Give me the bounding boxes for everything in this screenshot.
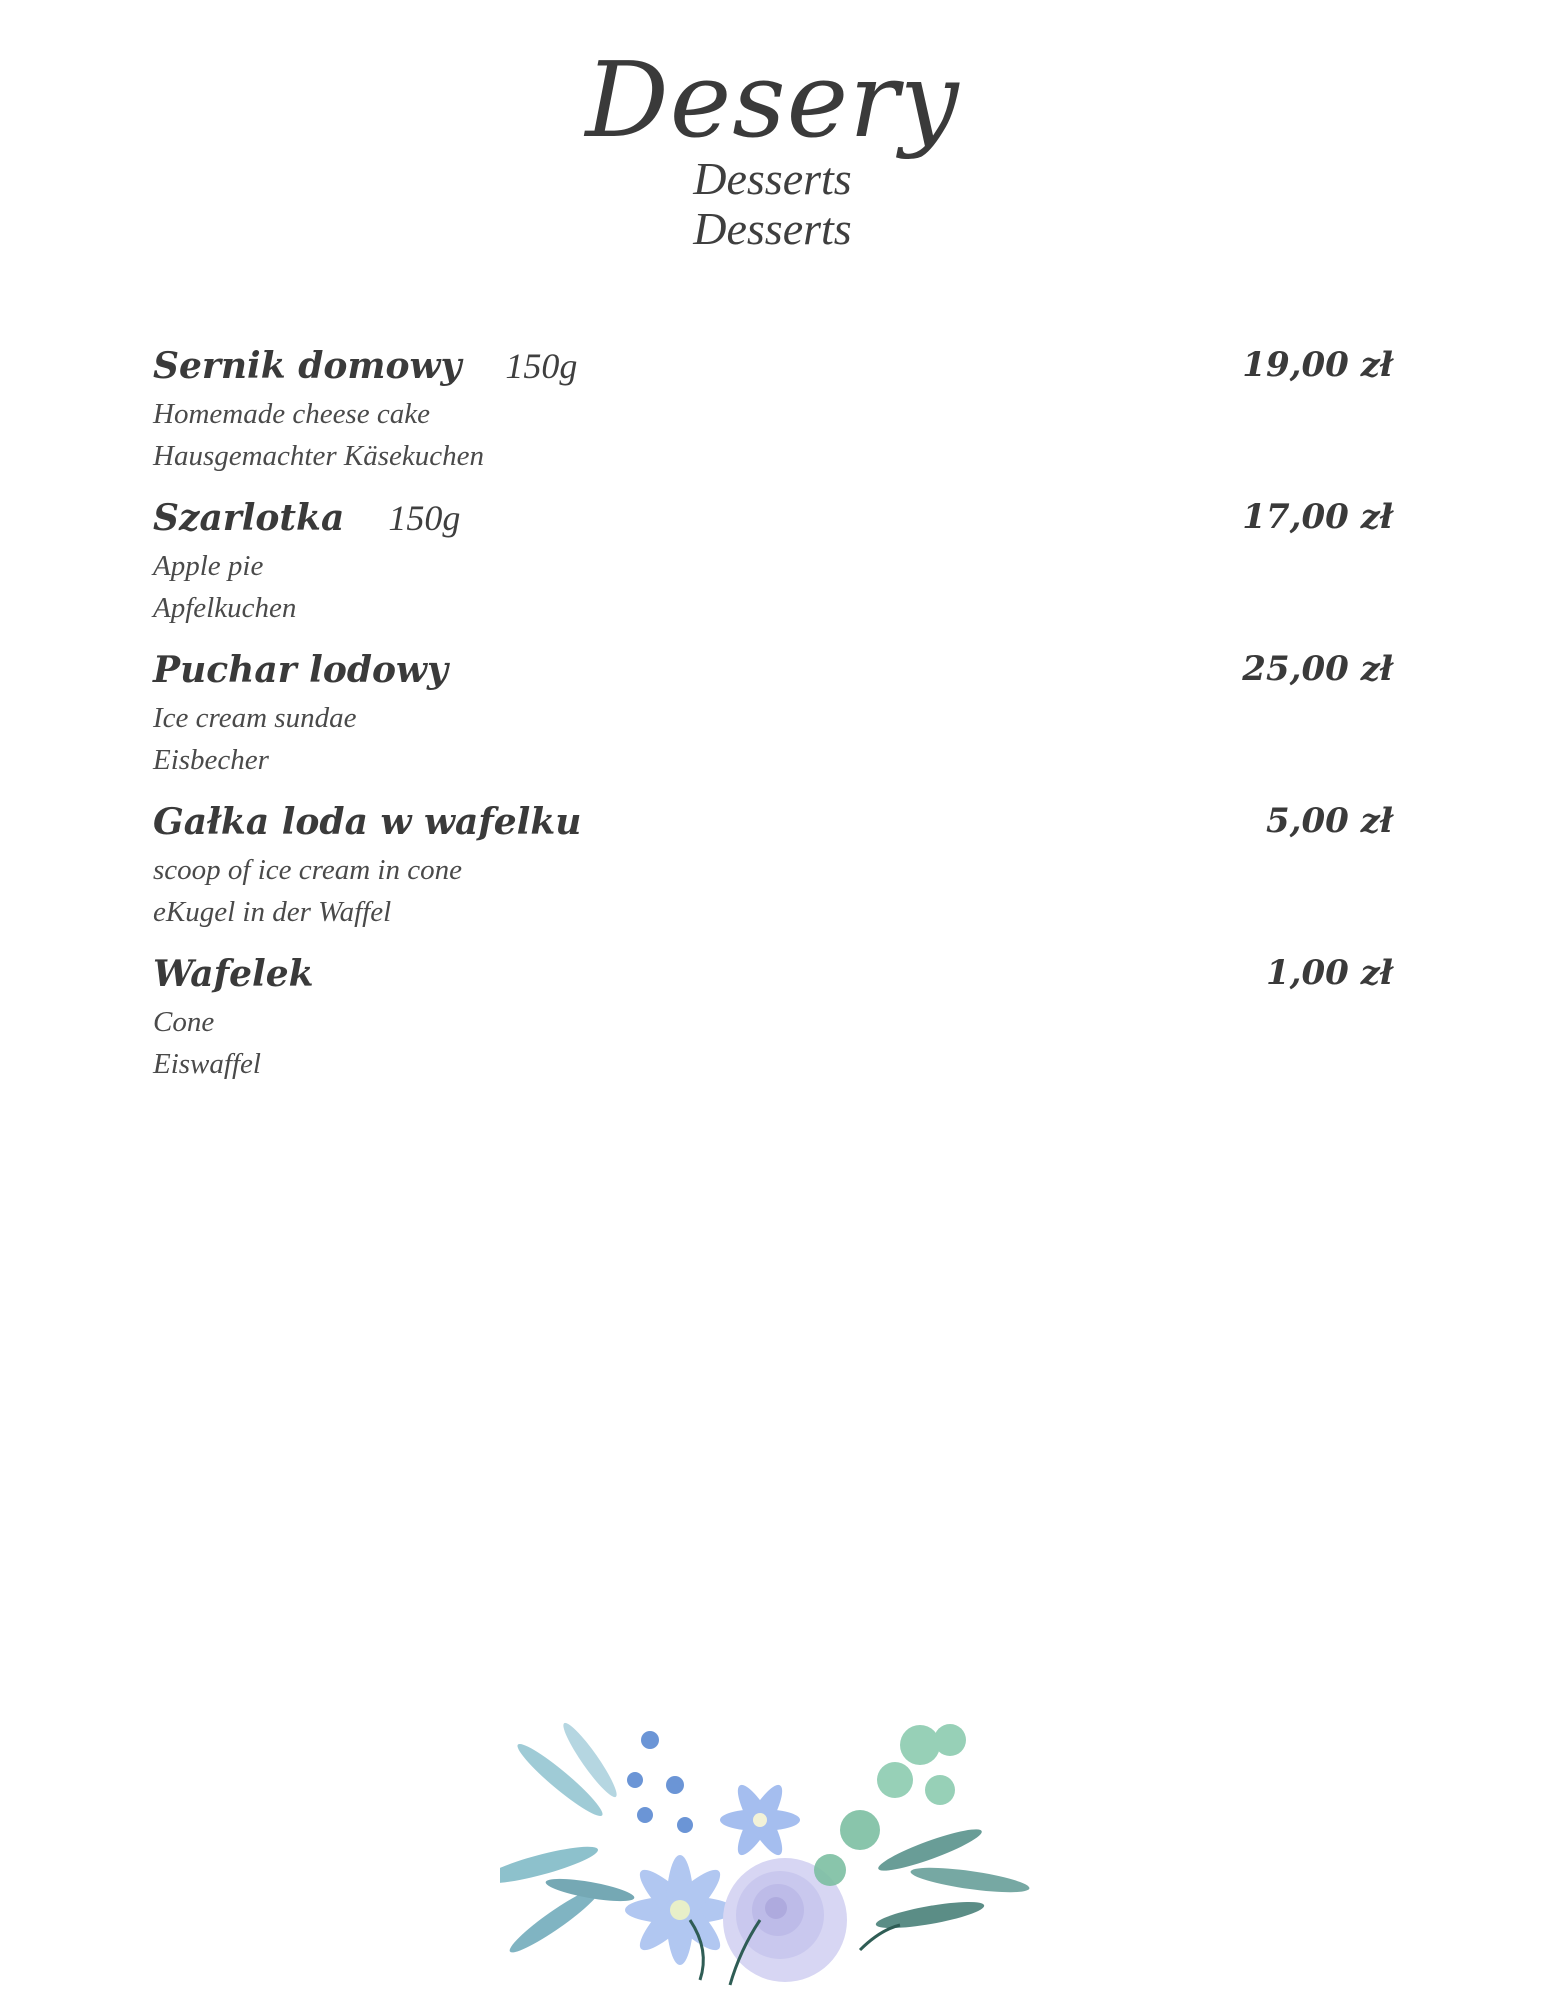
item-price: 5,00 zł xyxy=(1265,801,1393,841)
item-name: Puchar lodowy xyxy=(153,649,448,691)
item-price: 17,00 zł xyxy=(1242,497,1393,537)
item-description-german: Eiswaffel xyxy=(153,1048,261,1080)
item-description-german: Hausgemachter Käsekuchen xyxy=(153,440,484,472)
item-description-german: Apfelkuchen xyxy=(153,592,297,624)
item-description-english: Homemade cheese cake xyxy=(153,398,430,430)
item-name: Sernik domowy xyxy=(153,345,462,387)
item-description-english: Ice cream sundae xyxy=(153,702,357,734)
item-name: Wafelek xyxy=(153,953,314,995)
item-description-german: Eisbecher xyxy=(153,744,269,776)
item-price: 25,00 zł xyxy=(1242,649,1393,689)
item-description-german: eKugel in der Waffel xyxy=(153,896,392,928)
floral-bouquet-icon xyxy=(500,1720,1040,2004)
menu-item xyxy=(153,345,1393,477)
menu-item xyxy=(153,953,1393,1085)
item-name: Szarlotka xyxy=(153,497,345,539)
item-description-english: Cone xyxy=(153,1006,215,1038)
item-weight: 150g xyxy=(388,498,461,538)
item-description-english: scoop of ice cream in cone xyxy=(153,854,462,886)
subtitle-english: Desserts xyxy=(693,153,852,204)
menu-item xyxy=(153,497,1393,629)
menu-item xyxy=(153,801,1393,933)
menu-header xyxy=(0,40,1545,254)
item-price: 1,00 zł xyxy=(1265,953,1393,993)
subtitle-german: Desserts xyxy=(693,203,852,254)
dessert-menu-list xyxy=(153,345,1393,1105)
item-weight: 150g xyxy=(505,346,578,386)
item-description-english: Apple pie xyxy=(153,550,264,582)
page-title: Desery xyxy=(585,39,960,161)
item-price: 19,00 zł xyxy=(1242,345,1393,385)
menu-item xyxy=(153,649,1393,781)
item-name: Gałka loda w wafelku xyxy=(153,801,582,843)
